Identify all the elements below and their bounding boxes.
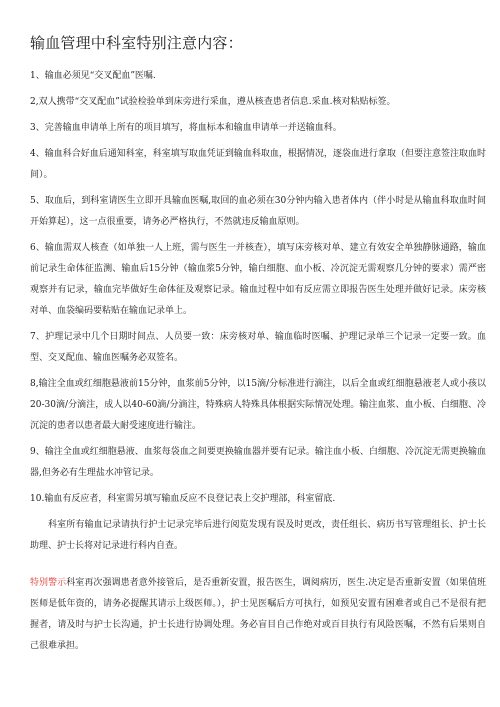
list-item: 5、取血后，到科室请医生立即开具输血医嘱,取回的血必须在30分钟内输入患者体内（伴小时是从输血科取血时间开始算起），这一点很重要，请务必严格执行，不然就违反输血原则。 <box>30 196 486 227</box>
list-item: 7、护理记录中几个日期时间点、人员要一致：床旁核对单、输血临时医嘱、护理记录单三个记录一定要一致。血型、交叉配血、输血医嘱务必双签名。 <box>30 332 486 363</box>
list-item: 8,输注全血或红细胞悬液前15分钟，血浆前5分钟，以15滴/分标准进行滴注，以后全血或红细胞悬液老人或小孩以20-30滴/分滴注，成人以40-60滴/分滴注，特殊病人特殊具体根据实际情况处理。输注血浆、血小板、白细胞、冷沉淀的患者以患者最大耐受速度进行输注。 <box>30 379 486 431</box>
warning-paragraph <box>30 573 486 657</box>
list-item: 1、输血必须见“交叉配血”医嘱. <box>30 71 156 81</box>
list-item: 9、输注全血或红细胞悬液、血浆每袋血之间要更换输血器并要有记录。输注血小板、白细胞、冷沉淀无需更换输血器,但务必有生理盐水冲管记录。 <box>30 447 486 478</box>
document-body <box>30 66 486 662</box>
warning-label: 特别警示 <box>30 578 67 588</box>
warning-text: 科室再次强调患者意外接管后，是否重新安置，报告医生，调阅病历，医生.决定是否重新安置（如果值班医师是低年资的，请务必提醒其请示上级医师。），护士见医嘱后方可执行，如预见安置有困难者或自己不是很有把握者，请及时与护士长沟通，护士长进行协调处理。务必盲目自己作绝对或百目执行有风险医嘱，不然有后果则自己很难承担。 <box>30 578 486 651</box>
list-item: 2,双人携带“交叉配血”试验检验单到床旁进行采血，遵从核查患者信息.采血.核对粘贴标签。 <box>30 97 396 107</box>
list-item: 4、输血科合好血后通知科室，科室填写取血凭证到输血科取血，根据情况，逐袋血进行拿取（但要注意签注取血时间）。 <box>30 149 486 180</box>
closing-paragraph: 科室所有输血记录请执行护士记录完毕后进行阅览发现有误及时更改，责任组长、病历书写管理组长、护士长助理、护士长将对记录进行科内自查。 <box>30 520 486 551</box>
list-item: 10.输血有反应者，科室需另填写输血反应不良登记表上交护理部，科室留底. <box>30 494 336 504</box>
list-item: 3、完善输血申请单上所有的项目填写，将血标本和输血申请单一并送输血科。 <box>30 123 342 133</box>
document-title: 输血管理中科室特别注意内容： <box>30 34 243 52</box>
list-item: 6、输血需双人核查（如单独一人上班，需与医生一并核查），填写床旁核对单、建立有效安全单独静脉通路，输血前记录生命体征监测、输血后15分钟（输血浆5分钟，输白细胞、血小板、冷沉淀无需观察几分钟的要求）需严密观察并有记录，输血完毕做好生命体征及观察记录。输血过程中如有反应需立即报告医生处理并做好记录。床旁核对单、血袋编码要粘贴在输血记录单上。 <box>30 243 486 316</box>
